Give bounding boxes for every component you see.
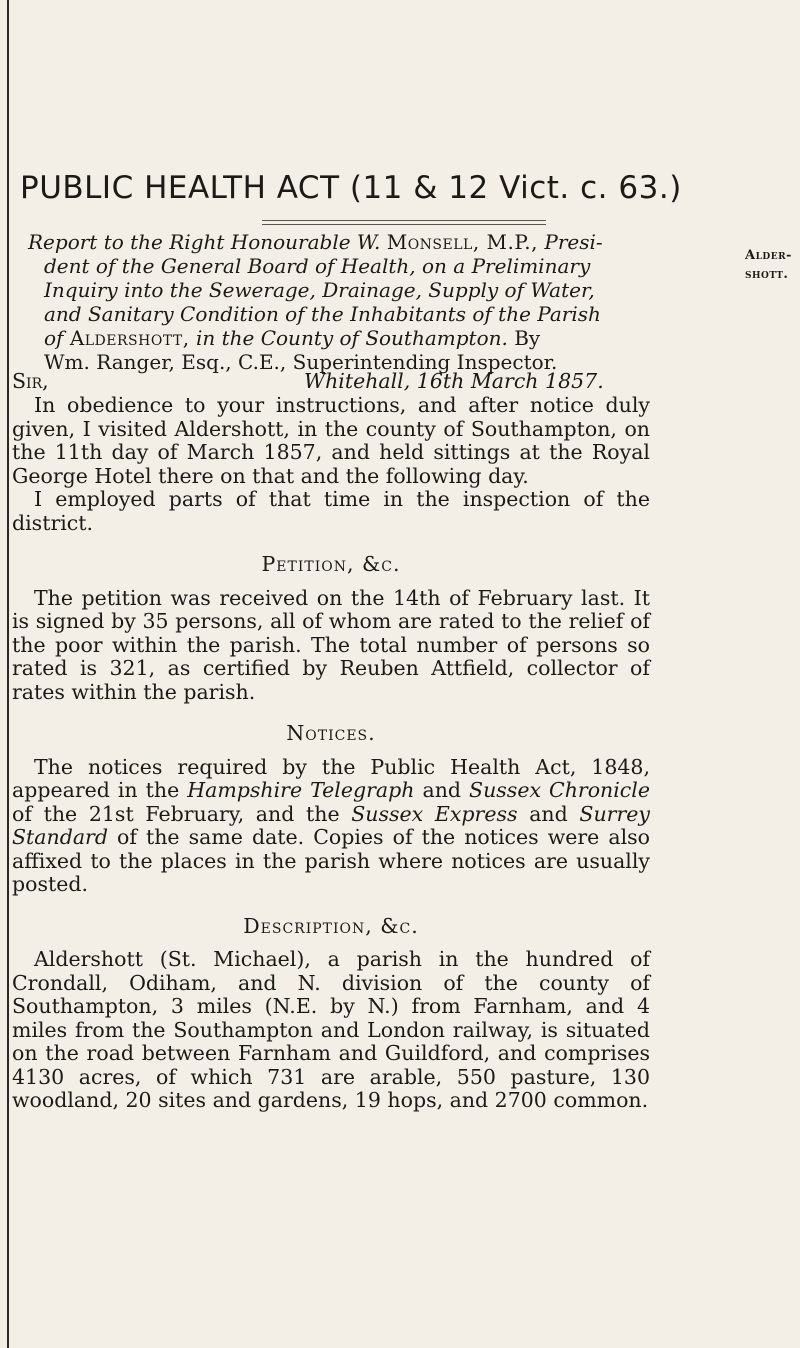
report-title-parish: Aldershott,	[69, 326, 190, 350]
newspaper-sussex-chronicle: Sussex Chronicle	[469, 778, 650, 802]
notices-heading: Notices.	[286, 721, 376, 745]
page-header: PUBLIC HEALTH ACT (11 & 12 Vict. c. 63.)	[20, 170, 682, 206]
newspaper-sussex-express: Sussex Express	[351, 801, 518, 826]
letter-dateline	[12, 370, 650, 394]
petition-paragraph: The petition was received on the 14th of February last. It is signed by 35 persons, all of whom are rated to the relief of the poor within the parish. The total number of persons so rated is 321, as certified by Reuben Attfield, collector of rates within the parish.	[12, 585, 650, 704]
margin-note-line2: shott.	[745, 267, 789, 282]
description-paragraph: Aldershott (St. Michael), a parish in the hundred of Crondall, Odiham, and N. division of the county of Southampton, 3 miles (N.E. by N.) from Farnham, and 4 miles from the Southampton and London railway, is situated on the road between Farnham and Guildford, and comprises 4130 acres, of which 731 are arable, 550 pasture, 130 woodland, 20 sites and gardens, 19 hops, and 2700 common.	[12, 947, 650, 1112]
description-heading: Description, &c.	[243, 913, 419, 938]
report-title-author: Wm. Ranger, Esq., C.E., Superintending Inspector.	[44, 350, 558, 374]
notices-text-a: The notices required by the Public Health Act, 1848, appeared in the	[12, 754, 650, 802]
notices-text-e: of the same date. Copies of the notices were also affixed to the places in the parish where notices are usually posted.	[12, 825, 650, 896]
letter-paragraph: I employed parts of that time in the inspection of the district.	[12, 487, 650, 535]
report-title-presi: Presi-	[538, 230, 603, 254]
notices-text-b: and	[414, 778, 470, 802]
notices-paragraph	[12, 756, 650, 897]
header-rule-bottom	[262, 224, 546, 225]
margin-note-line1: Alder-	[745, 248, 792, 263]
report-title-line-1	[12, 230, 650, 254]
report-title-line-2: dent of the General Board of Health, on a Preliminary	[44, 254, 591, 278]
petition-heading: Petition, &c.	[261, 552, 401, 576]
report-title-by: By	[507, 326, 541, 350]
page-binding-edge	[7, 0, 9, 1348]
notices-text-c: of the 21st February, and the	[12, 801, 352, 826]
report-title-line-5	[12, 326, 650, 350]
margin-note	[745, 246, 792, 284]
notices-text-d: and	[517, 801, 580, 826]
report-title-line-3: Inquiry into the Sewerage, Drainage, Supply of Water,	[44, 278, 595, 302]
report-title-text-1: Report to the Right Honourable W.	[28, 230, 387, 254]
report-title-line-4: and Sanitary Condition of the Inhabitants of the Parish	[44, 302, 601, 326]
header-rule-top	[262, 220, 546, 221]
report-title	[12, 230, 650, 374]
report-title-county: in the County of Southampton.	[189, 326, 508, 350]
letter-paragraph: In obedience to your instructions, and after notice duly given, I visited Aldershott, in the county of Southampton, on the 11th day of March 1857, and held sittings at the Royal George Hotel there on that and the following day.	[12, 393, 650, 488]
salutation: Sir,	[12, 369, 49, 393]
report-body	[12, 370, 650, 1113]
report-title-name: Monsell, M.P.,	[386, 230, 538, 254]
report-title-of: of	[44, 326, 70, 350]
letter-date: Whitehall, 16th March 1857.	[304, 369, 604, 393]
newspaper-surrey-standard: Surrey Standard	[12, 801, 650, 849]
newspaper-hampshire: Hampshire Telegraph	[187, 778, 415, 802]
